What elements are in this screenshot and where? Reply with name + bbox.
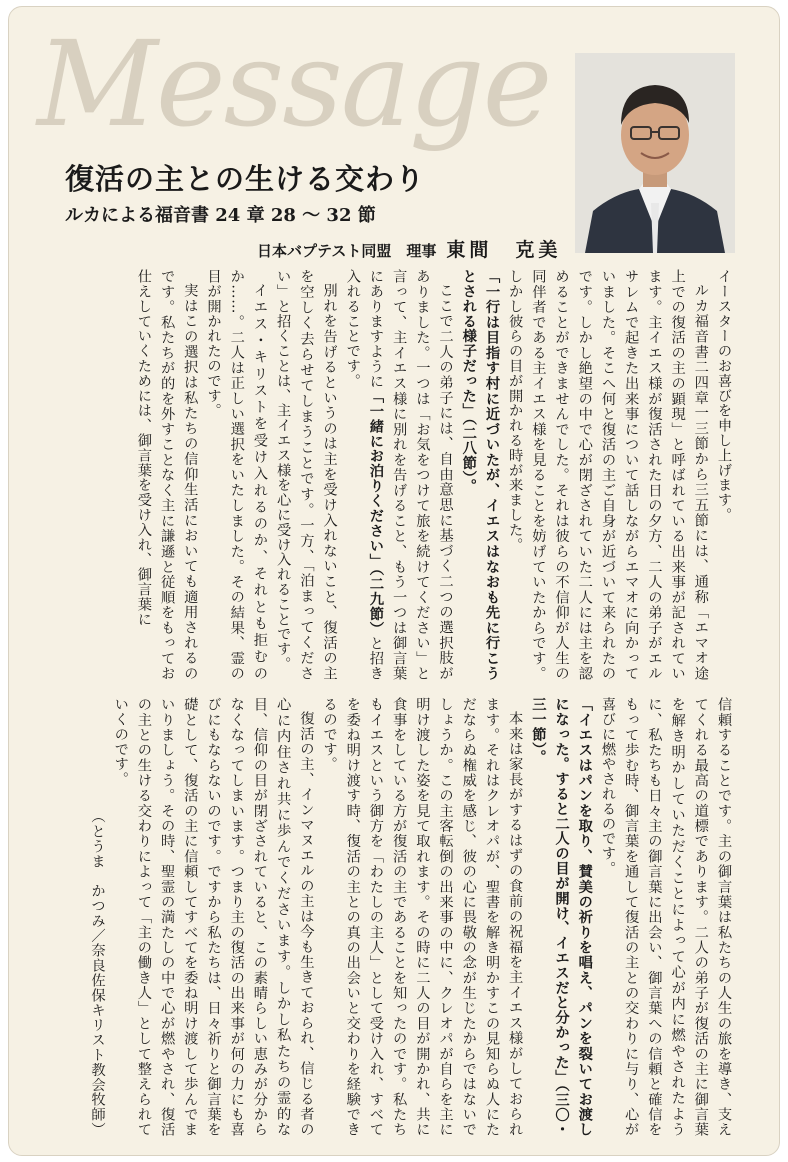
scripture-quote bbox=[526, 697, 596, 1137]
body-paragraph: イエス・キリストを受け入れるのか、それとも拒むのか……。二人は正しい選択をいたしました。その結果、霊の目が開かれたのです。 bbox=[205, 269, 268, 681]
message-body-upper bbox=[59, 269, 735, 681]
author-line bbox=[257, 235, 561, 262]
scripture-inline-quote: 「一緒にお泊りください」 bbox=[367, 388, 384, 569]
author-role: 日本バプテスト同盟 理事 bbox=[257, 242, 437, 260]
author-signature: （とうま かつみ／奈良佐保キリスト教会牧師） bbox=[89, 809, 106, 1137]
message-card bbox=[8, 6, 780, 1156]
portrait-icon bbox=[575, 53, 735, 253]
greeting-paragraph: イースターのお喜びを申し上げます。 bbox=[716, 269, 732, 523]
scripture-inline-ref: （二九節） bbox=[367, 568, 384, 637]
body-paragraph: 復活の主、インマヌエルの主は今も生きておられ、信じる者の心に内住され共に歩んでくださいます。しかし私たちの霊的な目、信仰の目が閉ざされていると、この素晴らしい恵みが分からなくなってしまいます。つまり主の復活の出来事が何の力にも喜びにもならないのです。ですから私たちは、日々祈りと御言葉を礎として、復活の主に信頼してすべてを委ね明け渡して歩んでまいりましょう。その時、聖霊の満たしの中で心が燃やされ、復活の主との生ける交わりによって「主の働き人」として整えられていくのです。 bbox=[112, 697, 315, 1137]
body-paragraph bbox=[341, 269, 457, 681]
watermark-message: Message bbox=[37, 15, 551, 153]
author-name: 東間 克美 bbox=[446, 239, 562, 261]
body-paragraph: 本来は家長がするはずの食前の祝福を主イエス様がしておられます。それはクレオパが、聖書を解き明かすこの見知らぬ人にただならぬ権威を感じ、彼の心に畏敬の念が生じたからではないでしょうか。この主客転倒の出来事の中に、クレオパが自らを主に明け渡した姿を見て取れます。その時に二人の目が開かれ、共に食事をしている方が復活の主であることを知ったのです。私たちもイエスという御方を「わたしの主人」として受け入れ、すべてを委ね明け渡す時、復活の主との真の出会いと交わりを経験できるのです。 bbox=[321, 697, 524, 1137]
scripture-quote-ref: （二八節）。 bbox=[460, 418, 477, 494]
scripture-quote-text: 「一行は目指す村に近づいたが、イエスはなおも先に行こうとされる様子だった」 bbox=[460, 269, 500, 681]
scripture-quote-text: 「イエスはパンを取り、賛美の祈りを唱え、パンを裂いてお渡しになった。すると二人の目が開け、イエスだと分かった」 bbox=[553, 697, 593, 1137]
author-portrait bbox=[575, 53, 735, 253]
page-title: 復活の主との生ける交わり bbox=[65, 162, 426, 196]
message-body-lower bbox=[59, 697, 735, 1137]
body-paragraph: 別れを告げるというのは主を受け入れないこと、復活の主を空しく去らせてしまうことです。一方、「泊まってください」と招くことは、主イエス様を心に受け入れることです。 bbox=[275, 269, 338, 681]
body-paragraph: 信頼することです。主の御言葉は私たちの人生の旅を導き、支えてくれる最高の道標であります。二人の弟子が復活の主に御言葉を解き明かしていただくことによって心が内に燃やされたように、私たちも日々主の御言葉に出会い、御言葉への信頼と確信をもって歩む時、御言葉を通して復活の主との交わりに与り、心が喜びに燃やされるのです。 bbox=[599, 697, 732, 1137]
scripture-reference: ルカによる福音書 24 章 28 ～ 32 節 bbox=[65, 205, 376, 226]
body-text: と招き入れることです。 bbox=[344, 269, 384, 681]
body-paragraph: ルカ福音書二四章一三節から三五節には、通称「エマオ途上での復活の主の顕現」と呼ばれている出来事が記されています。主イエス様が復活された日の夕方、二人の弟子がエルサレムで起きた出来事について話しながらエマオに向かっていました。そこへ何と復活の主ご自身が近づいて来られたのです。しかし絶望の中で心が閉ざされていた二人には主を認めることができませんでした。それは彼らの不信仰が人生の同伴者である主イエス様を見ることを妨げていたからです。しかし彼らの目が開かれる時が来ました。 bbox=[507, 269, 709, 681]
scripture-quote bbox=[457, 269, 503, 681]
scripture-quote-ref: （三〇・三一節）。 bbox=[530, 697, 570, 1137]
body-paragraph: 実はこの選択は私たちの信仰生活においても適用されるのです。私たちが的を外すことなく主に謙遜と従順をもってお仕えしていくためには、御言葉を受け入れ、御言葉に bbox=[135, 269, 199, 681]
body-text: ここで二人の弟子には、自由意思に基づく二つの選択肢がありました。一つは「お気をつけて旅を続けてください」と言って、主イエス様に別れを告げること、もう一つは御言葉にありますように bbox=[367, 269, 454, 681]
